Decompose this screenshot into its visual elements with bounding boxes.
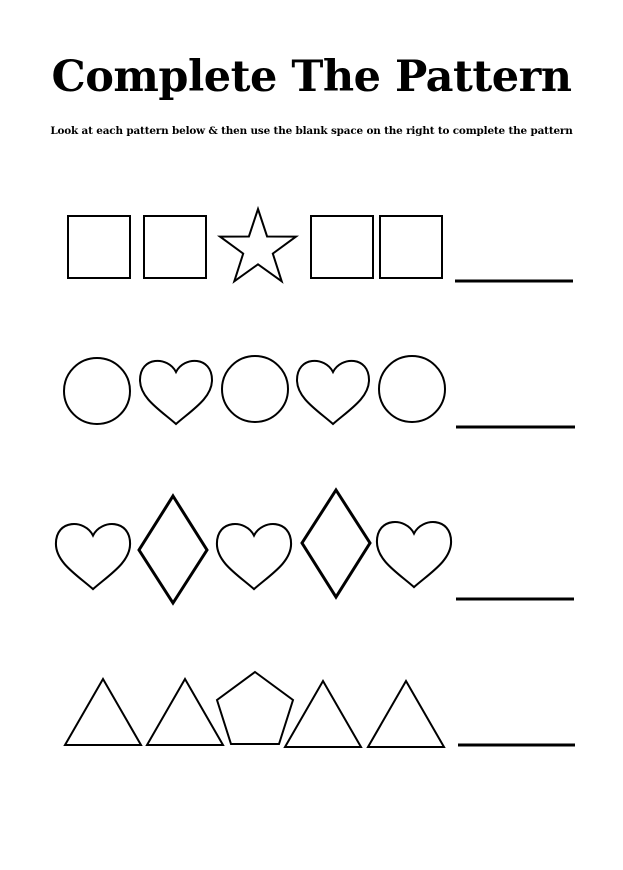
- heart-icon: [56, 524, 130, 589]
- diamond-icon: [302, 490, 370, 597]
- circle-icon: [64, 358, 130, 424]
- heart-icon: [297, 361, 369, 424]
- square-icon: [144, 216, 206, 278]
- heart-icon: [377, 522, 451, 587]
- worksheet-title: Complete The Pattern: [51, 52, 572, 102]
- square-icon: [68, 216, 130, 278]
- pattern-row-3: [56, 490, 574, 603]
- pattern-row-1: [68, 209, 573, 281]
- triangle-icon: [65, 679, 141, 745]
- circle-icon: [379, 356, 445, 422]
- triangle-icon: [147, 679, 223, 745]
- square-icon: [380, 216, 442, 278]
- heart-icon: [217, 524, 291, 589]
- square-icon: [311, 216, 373, 278]
- diamond-icon: [139, 496, 207, 603]
- circle-icon: [222, 356, 288, 422]
- heart-icon: [140, 361, 212, 424]
- pentagon-icon: [217, 672, 293, 744]
- triangle-icon: [285, 681, 361, 747]
- worksheet-instructions: Look at each pattern below & then use the blank space on the right to complete the pattern: [50, 125, 573, 137]
- pattern-row-4: [65, 672, 575, 747]
- pattern-row-2: [64, 356, 575, 427]
- triangle-icon: [368, 681, 444, 747]
- star-icon: [220, 209, 296, 281]
